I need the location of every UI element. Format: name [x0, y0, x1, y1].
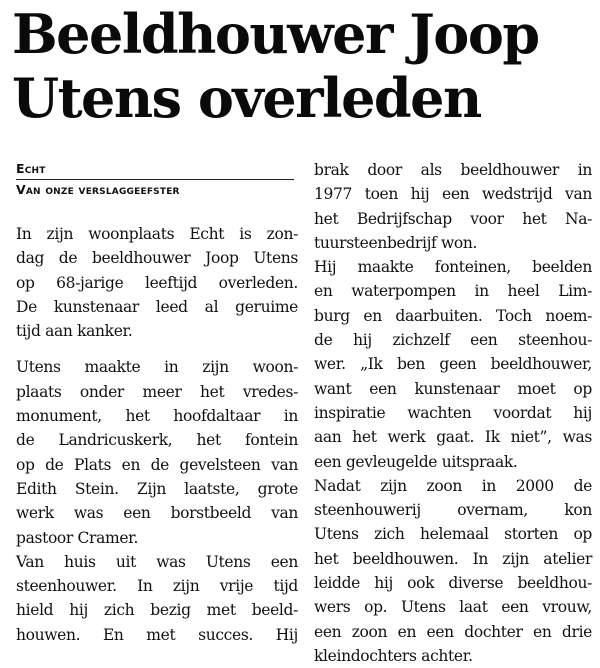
text-line: Utens maakte in zijn woon-: [16, 358, 298, 377]
text-line: aan het werk gaat. Ik niet”, was: [314, 428, 592, 447]
text-line: tuursteenbedrijf won.: [314, 233, 478, 252]
paragraph: [314, 255, 592, 474]
text-line: hield hij zich bezig met beeld-: [16, 601, 298, 620]
text-line: plaats onder meer het vredes-: [16, 382, 298, 401]
text-line: de Landricuskerk, het fontein: [16, 431, 298, 450]
text-line: dag de beeldhouwer Joop Utens: [16, 249, 298, 268]
paragraph: [314, 158, 592, 255]
text-line: steenhouwer. In zijn vrije tijd: [16, 577, 298, 596]
text-line: leidde hij ook diverse beeldhou-: [314, 574, 592, 593]
paragraph: [16, 355, 298, 549]
text-line: Utens zich helemaal storten op: [314, 525, 592, 544]
text-line: 1977 toen hij een wedstrijd van: [314, 185, 592, 204]
text-line: De kunstenaar leed al geruime: [16, 297, 298, 316]
text-line: brak door als beeldhouwer in: [314, 161, 592, 179]
text-line: Nadat zijn zoon in 2000 de: [314, 476, 592, 495]
text-line: een gevleugelde uitspraak.: [314, 452, 518, 471]
byline: Van onze verslaggeefster: [16, 182, 180, 197]
text-line: Hij maakte fonteinen, beelden: [314, 258, 592, 277]
text-line: wer. „Ik ben geen beeldhouwer,: [314, 355, 592, 374]
text-line: tijd aan kanker.: [16, 322, 133, 341]
dateline: Echt: [16, 160, 294, 180]
headline: [12, 2, 592, 130]
text-line: houwen. En met succes. Hij: [16, 625, 298, 644]
text-line: op 68-jarige leeftijd overleden.: [16, 273, 298, 292]
text-line: en waterpompen in heel Lim-: [314, 282, 592, 301]
headline-line-1: Beeldhouwer Joop: [12, 2, 539, 66]
text-line: pastoor Cramer.: [16, 528, 139, 547]
text-line: monument, het hoofdaltaar in: [16, 407, 298, 426]
article-column-left: [16, 160, 298, 647]
text-line: kleindochters achter.: [314, 646, 473, 665]
paragraph: [314, 474, 592, 668]
text-line: wers op. Utens laat een vrouw,: [314, 598, 592, 617]
text-line: Edith Stein. Zijn laatste, grote: [16, 479, 298, 498]
text-line: want een kunstenaar moet op: [314, 379, 592, 398]
text-line: In zijn woonplaats Echt is zon-: [16, 225, 298, 243]
text-line: een zoon en een dochter en drie: [314, 622, 592, 641]
headline-line-2: Utens overleden: [12, 66, 481, 130]
paragraph: [16, 222, 298, 343]
article-column-right: [314, 158, 592, 668]
text-line: de hij zichzelf een steenhou-: [314, 331, 592, 350]
text-line: burg en daarbuiten. Toch noem-: [314, 306, 592, 325]
paragraph: [16, 550, 298, 647]
text-line: het Bedrijfschap voor het Na-: [314, 209, 592, 228]
text-line: Van huis uit was Utens een: [16, 552, 298, 571]
text-line: inspiratie wachten voordat hij: [314, 403, 592, 422]
text-line: steenhouwerij overnam, kon: [314, 501, 592, 520]
text-line: het beeldhouwen. In zijn atelier: [314, 549, 592, 568]
text-line: op de Plats en de gevelsteen van: [16, 455, 298, 474]
text-line: werk was een borstbeeld van: [16, 504, 298, 523]
